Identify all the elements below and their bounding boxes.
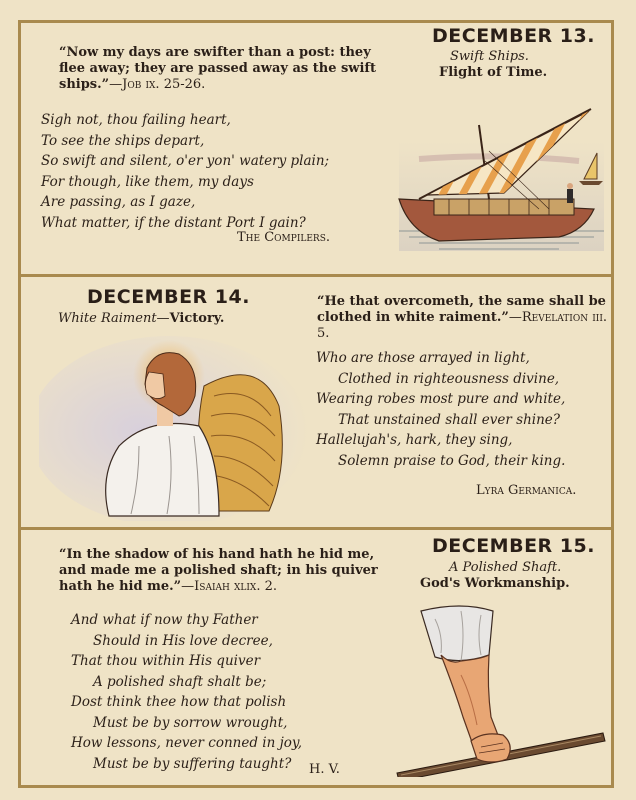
entry-date: DECEMBER 15. <box>432 535 595 557</box>
scripture-quote <box>59 547 389 595</box>
verse-line: Hallelujah's, hark, they sing, <box>316 432 513 448</box>
verse-block <box>316 348 565 471</box>
verse-line: Dost think thee how that polish <box>71 694 287 710</box>
author-attribution: Lyra Germanica. <box>476 483 577 498</box>
scripture-reference: —Revelation iii. 5. <box>317 310 608 341</box>
verse-line: Are passing, as I gaze, <box>41 194 196 210</box>
verse-line: Sigh not, thou failing heart, <box>41 112 231 128</box>
rule-divider-1 <box>18 274 614 277</box>
scripture-quote <box>59 45 381 93</box>
verse-line: That thou within His quiver <box>71 653 261 669</box>
quote-text: “In the shadow of his hand hath he hid me, and made me a polished shaft; in his quiver hath he hid me.” <box>59 547 378 594</box>
entry-subtitle: White Raiment— <box>58 311 170 326</box>
verse-line: Who are those arrayed in light, <box>316 350 530 366</box>
quote-text: “He that overcometh, the same shall be clothed in white raiment.” <box>317 294 606 325</box>
verse-line: Should in His love decree, <box>93 632 273 649</box>
scripture-reference: —Job ix. 25-26. <box>109 77 206 92</box>
verse-line: That unstained shall ever shine? <box>338 411 560 428</box>
ship-icon <box>379 81 611 256</box>
entry-gothic-title: Flight of Time. <box>439 65 548 80</box>
entry-subtitle: Swift Ships. <box>450 49 529 64</box>
quote-text: “Now my days are swifter than a post: they flee away; they are passed away as the swift ships.” <box>59 45 377 92</box>
verse-line: Wearing robes most pure and white, <box>316 391 566 407</box>
verse-line: Solemn praise to God, their king. <box>338 452 566 469</box>
verse-line: To see the ships depart, <box>41 132 205 149</box>
scripture-quote <box>317 294 613 342</box>
rule-divider-2 <box>18 527 614 530</box>
verse-line: What matter, if the distant Port I gain? <box>41 214 306 231</box>
verse-line: How lessons, never conned in joy, <box>71 735 303 751</box>
verse-line: So swift and silent, o'er yon' watery plain; <box>41 153 330 169</box>
entry-date: DECEMBER 13. <box>432 25 595 47</box>
entry-gothic-title: Victory. <box>169 311 225 326</box>
verse-line: Must be by suffering taught? <box>93 755 292 772</box>
entry-gothic-title: God's Workmanship. <box>420 576 570 591</box>
verse-line: A polished shaft shalt be; <box>93 673 267 690</box>
author-attribution: H. V. <box>309 762 340 777</box>
entry-date: DECEMBER 14. <box>87 286 250 308</box>
scripture-reference: —Isaiah xlix. 2. <box>181 579 278 594</box>
arm-icon <box>391 595 607 777</box>
verse-line: And what if now thy Father <box>71 612 258 628</box>
angel-icon <box>39 336 317 521</box>
rule-bottom <box>18 785 614 788</box>
verse-line: Must be by sorrow wrought, <box>93 714 288 731</box>
entry-december-13 <box>21 23 611 273</box>
entry-subtitle: A Polished Shaft. <box>449 560 562 575</box>
page-frame <box>18 20 614 788</box>
verse-block <box>71 610 302 774</box>
entry-subtitle-line <box>58 311 224 326</box>
verse-line: Clothed in righteousness divine, <box>338 370 560 387</box>
rule-right <box>611 20 614 788</box>
verse-block <box>41 110 329 233</box>
entry-december-15 <box>21 531 611 785</box>
verse-line: For though, like them, my days <box>41 173 254 190</box>
entry-december-14 <box>21 278 611 526</box>
author-attribution: The Compilers. <box>237 230 330 245</box>
